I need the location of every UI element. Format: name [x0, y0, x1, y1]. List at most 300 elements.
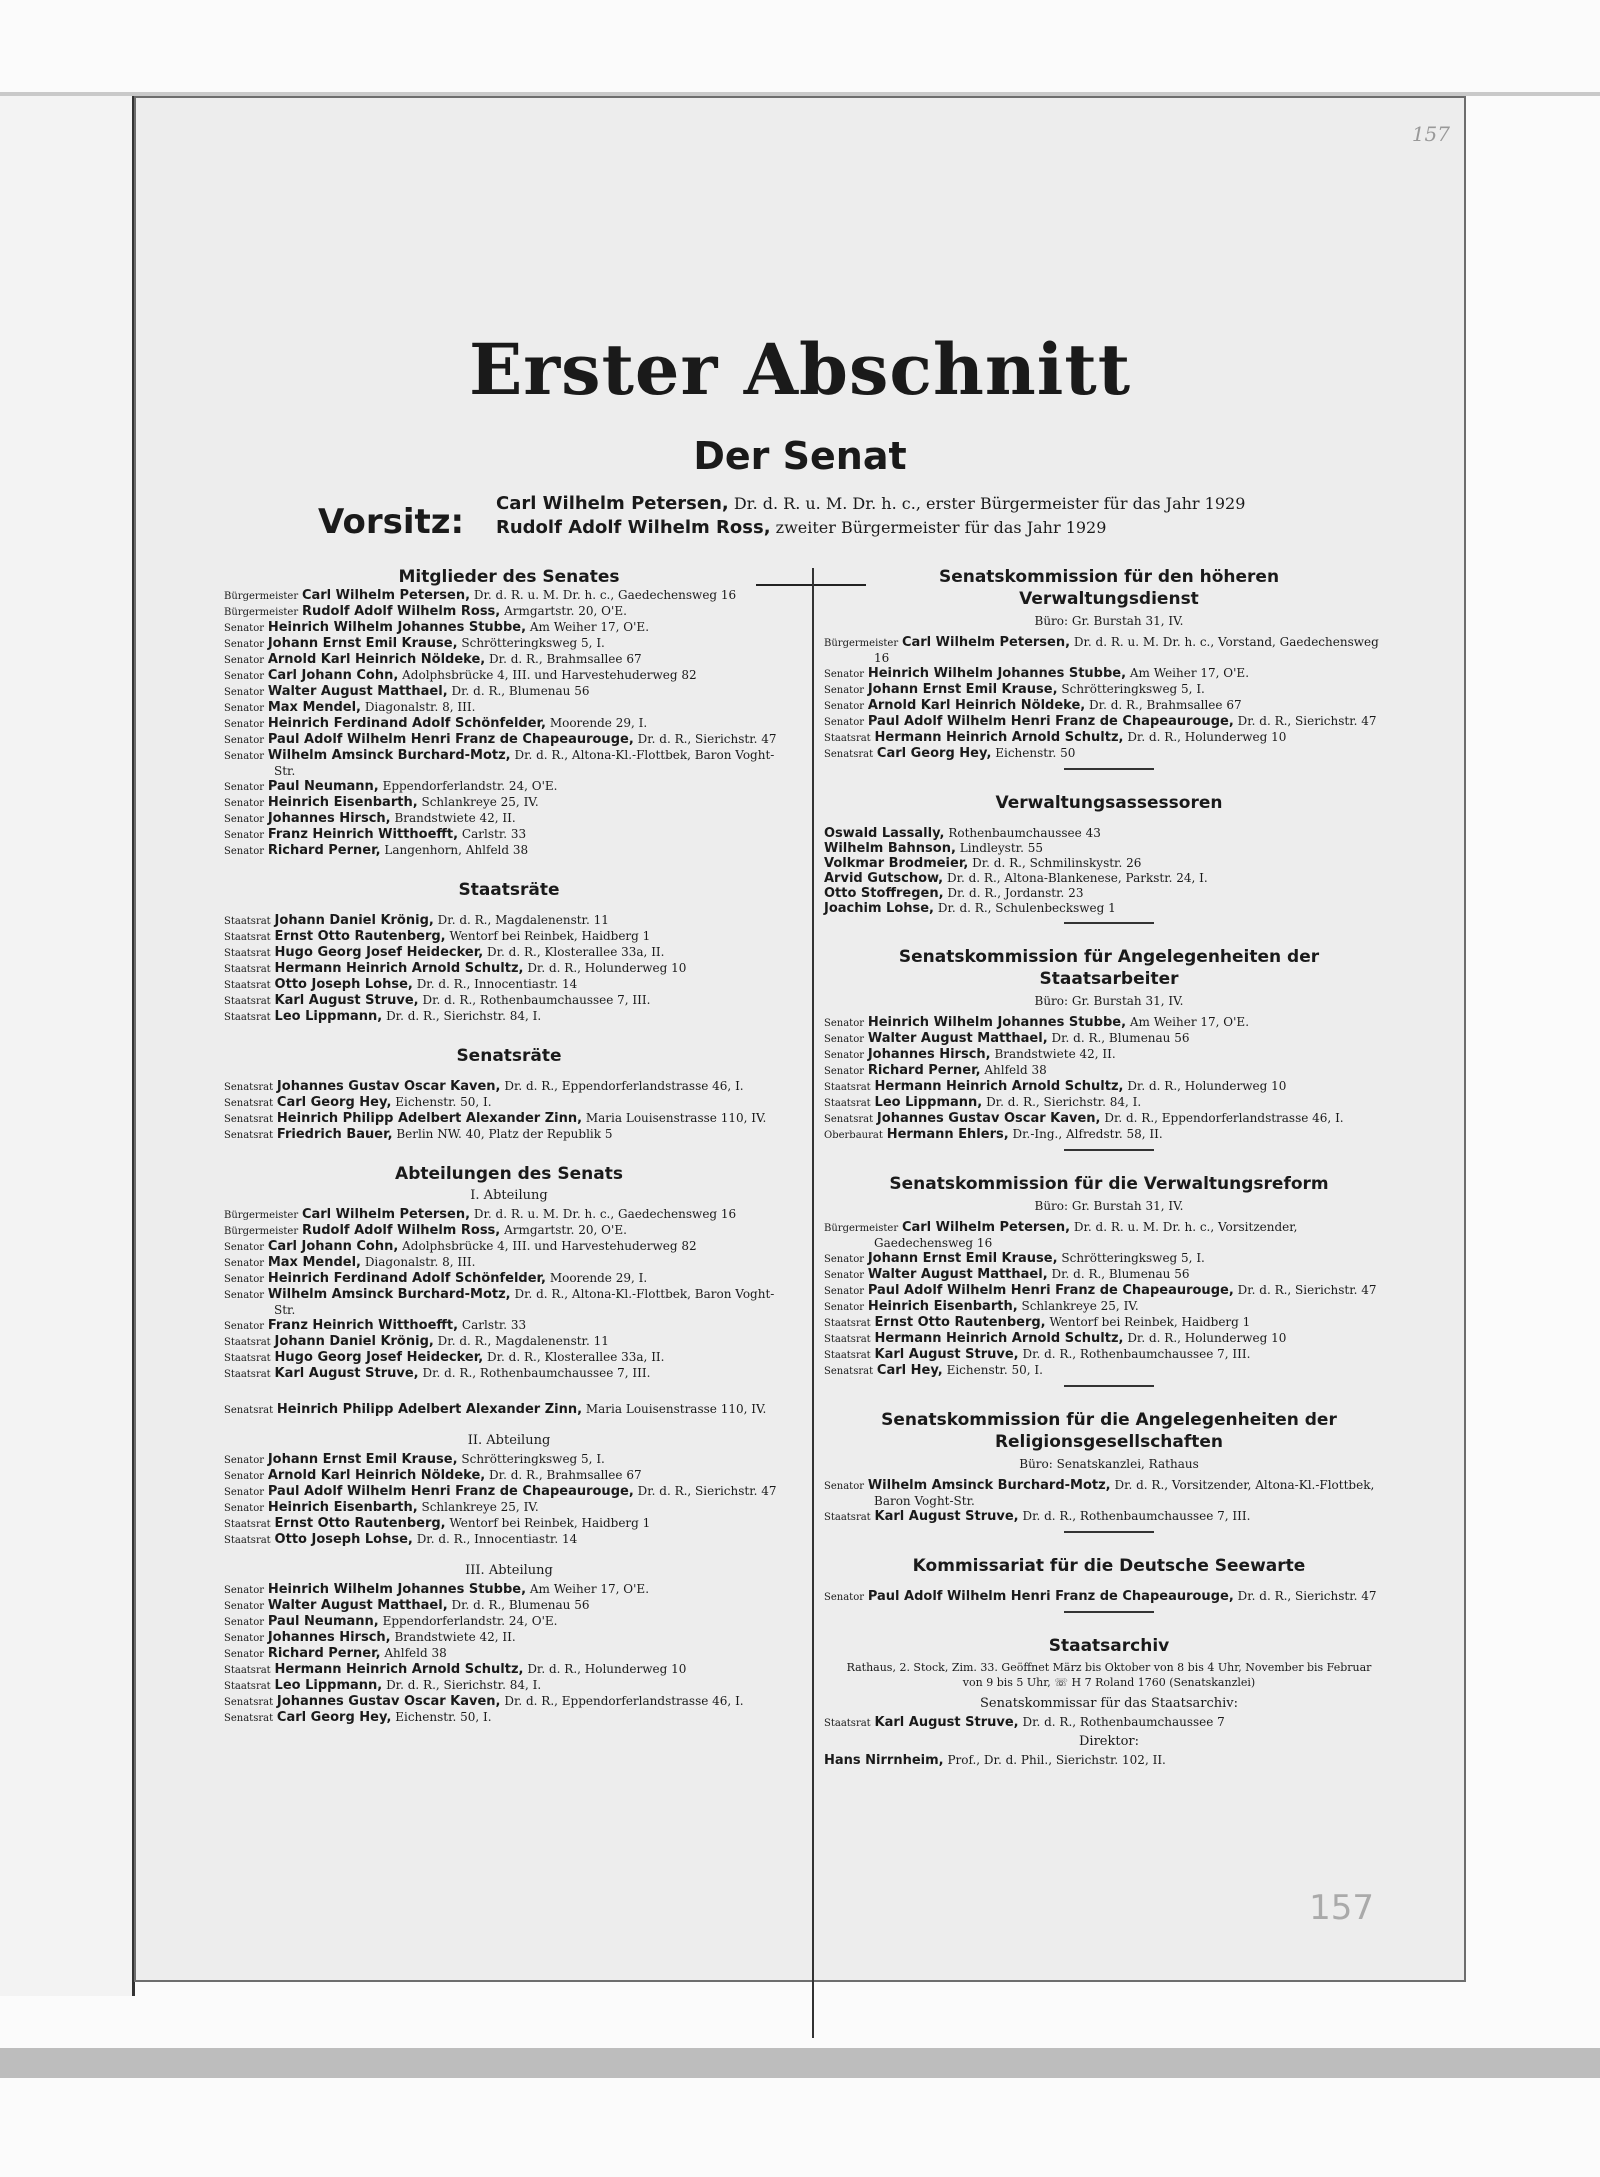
list-item	[224, 1287, 794, 1318]
entry-name: Richard Perner,	[267, 1646, 381, 1661]
entry-address: Armgartstr. 20, O'E.	[504, 604, 627, 618]
left-column	[224, 566, 794, 1726]
list-item	[224, 779, 794, 795]
list-item	[224, 1318, 794, 1334]
section-subtitle: Der Senat	[693, 434, 907, 478]
entry-title: Staatsrat	[224, 932, 271, 943]
entry-title: Senator	[224, 1601, 264, 1612]
entry-name: Johann Daniel Krönig,	[274, 913, 434, 928]
entry-address: Dr. d. R., Holunderweg 10	[527, 1662, 687, 1676]
entry-name: Paul Adolf Wilhelm Henri Franz de Chapeaurouge,	[267, 732, 634, 747]
entry-name: Carl Johann Cohn,	[267, 668, 399, 683]
religion-list	[824, 1478, 1394, 1525]
entry-name: Carl Georg Hey,	[276, 1710, 392, 1725]
entry-name: Karl August Struve,	[274, 1366, 419, 1381]
entry-address: Dr. d. R., Eppendorferlandstrasse 46, I.	[504, 1079, 744, 1093]
entry-name: Franz Heinrich Witthoefft,	[267, 1318, 459, 1333]
entry-title: Senator	[224, 1503, 264, 1514]
list-item	[824, 1079, 1394, 1095]
entry-name: Johannes Gustav Oscar Kaven,	[876, 1111, 1101, 1126]
entry-name: Max Mendel,	[267, 1255, 361, 1270]
entry-address: Schrötteringksweg 5, I.	[461, 636, 605, 650]
list-item	[224, 961, 794, 977]
entry-address: Dr. d. R. u. M. Dr. h. c., Vorstand, Gaedechensweg 16	[874, 635, 1379, 665]
entry-address: Schrötteringksweg 5, I.	[461, 1452, 605, 1466]
staatsarchiv-kommissar	[824, 1715, 1394, 1731]
list-item	[824, 1363, 1394, 1379]
heading-hoeherer-1: Senatskommission für den höheren	[938, 567, 1280, 587]
list-item	[224, 1532, 794, 1548]
list-item	[224, 1484, 794, 1500]
entry-title: Senatsrat	[224, 1405, 274, 1416]
entry-address: Dr. d. R., Brahmsallee 67	[1089, 698, 1242, 712]
list-item	[224, 843, 794, 859]
entry-address: Am Weiher 17, O'E.	[529, 620, 650, 634]
entry-address: Dr. d. R., Eppendorferlandstrasse 46, I.	[1104, 1111, 1344, 1125]
entry-name: Ernst Otto Rautenberg,	[874, 1315, 1046, 1330]
entry-name: Franz Heinrich Witthoefft,	[267, 827, 459, 842]
heading-hoeherer-2: Verwaltungsdienst	[1019, 589, 1199, 609]
list-item	[224, 827, 794, 843]
list-item	[224, 1678, 794, 1694]
list-item	[224, 913, 794, 929]
entry-name: Carl Georg Hey,	[276, 1095, 392, 1110]
entry-address: Am Weiher 17, O'E.	[529, 1582, 650, 1596]
entry-address: Dr. d. R., Altona-Blankenese, Parkstr. 24, I.	[946, 871, 1208, 885]
entry-title: Senatsrat	[224, 1713, 274, 1724]
entry-address: Dr. d. R., Rothenbaumchaussee 7	[1022, 1715, 1225, 1729]
entry-name: Heinrich Ferdinand Adolf Schönfelder,	[267, 716, 546, 731]
entry-name: Johann Ernst Emil Krause,	[867, 1251, 1058, 1266]
entry-name: Hermann Heinrich Arnold Schultz,	[874, 730, 1124, 745]
entry-name: Oswald Lassally,	[824, 826, 945, 841]
entry-title: Staatsrat	[824, 1350, 871, 1361]
entry-title: Bürgermeister	[224, 607, 299, 618]
entry-address: Dr. d. R., Sierichstr. 47	[1237, 1283, 1377, 1297]
entry-title: Staatsrat	[824, 1334, 871, 1345]
entry-name: Karl August Struve,	[874, 1509, 1019, 1524]
entry-address: Dr. d. R., Sierichstr. 84, I.	[986, 1095, 1142, 1109]
entry-address: Dr. d. R., Holunderweg 10	[1127, 1079, 1287, 1093]
entry-name: Paul Neumann,	[267, 779, 379, 794]
entry-title: Senator	[824, 1034, 864, 1045]
verwaltungsreform-list	[824, 1220, 1394, 1379]
buro-verwaltungsreform: Büro: Gr. Burstah 31, IV.	[1034, 1199, 1184, 1213]
entry-address: Prof., Dr. d. Phil., Sierichstr. 102, II.	[947, 1753, 1166, 1767]
list-item	[224, 588, 794, 604]
entry-address: Dr. d. R., Blumenau 56	[451, 684, 590, 698]
column-divider	[812, 568, 814, 2038]
list-item	[224, 700, 794, 716]
entry-title: Senator	[224, 814, 264, 825]
entry-address: Dr. d. R., Blumenau 56	[1051, 1031, 1190, 1045]
entry-name: Hans Nirrnheim,	[824, 1753, 944, 1768]
entry-title: Senator	[224, 1274, 264, 1285]
entry-address: Dr. d. R., Eppendorferlandstrasse 46, I.	[504, 1694, 744, 1708]
entry-title: Oberbaurat	[824, 1130, 883, 1141]
entry-address: Eichenstr. 50, I.	[395, 1710, 492, 1724]
entry-title: Senator	[224, 782, 264, 793]
entry-address: Dr. d. R., Sierichstr. 47	[1237, 1589, 1377, 1603]
entry-name: Heinrich Wilhelm Johannes Stubbe,	[867, 1015, 1127, 1030]
entry-name: Carl Hey,	[876, 1363, 943, 1378]
list-item	[824, 1347, 1394, 1363]
list-item	[824, 1251, 1394, 1267]
heading-staatsarbeiter-2: Staatsarbeiter	[1039, 969, 1179, 989]
entry-name: Johannes Hirsch,	[267, 1630, 391, 1645]
rule	[1064, 1531, 1154, 1533]
entry-title: Senator	[824, 1302, 864, 1313]
entry-address: Maria Louisenstrasse 110, IV.	[585, 1111, 767, 1125]
entry-title: Bürgermeister	[224, 1226, 299, 1237]
entry-title: Staatsrat	[824, 1318, 871, 1329]
list-item	[224, 993, 794, 1009]
list-item	[224, 684, 794, 700]
list-item	[824, 698, 1394, 714]
abt2-list	[224, 1452, 794, 1548]
entry-title: Senatsrat	[224, 1082, 274, 1093]
entry-name: Karl August Struve,	[274, 993, 419, 1008]
entry-title: Staatsrat	[224, 1012, 271, 1023]
entry-name: Otto Joseph Lohse,	[274, 977, 413, 992]
vorsitz-label: Vorsitz:	[318, 502, 465, 542]
entry-name: Rudolf Adolf Wilhelm Ross,	[301, 604, 501, 619]
list-item	[224, 945, 794, 961]
entry-title: Senator	[824, 1050, 864, 1061]
entry-name: Arvid Gutschow,	[824, 871, 944, 886]
vorsitz-line-1: Carl Wilhelm Petersen, Dr. d. R. u. M. Dr. h. c., erster Bürgermeister für das Jahr 1929	[496, 493, 1246, 514]
entry-address: Lindleystr. 55	[959, 841, 1043, 855]
entry-address: Dr. d. R., Klosterallee 33a, II.	[486, 1350, 665, 1364]
entry-title: Senatsrat	[224, 1114, 274, 1125]
entry-name: Otto Joseph Lohse,	[274, 1532, 413, 1547]
entry-address: Wentorf bei Reinbek, Haidberg 1	[449, 929, 651, 943]
entry-address: Carlstr. 33	[461, 827, 527, 841]
entry-address: Dr. d. R., Magdalenenstr. 11	[437, 1334, 609, 1348]
list-item	[824, 746, 1394, 762]
list-item	[824, 1015, 1394, 1031]
entry-name: Richard Perner,	[867, 1063, 981, 1078]
heading-abt3: III. Abteilung	[465, 1563, 553, 1578]
entry-address: Dr. d. R., Altona-Kl.-Flottbek, Baron Voght-Str.	[274, 748, 775, 778]
entry-title: Senator	[224, 1487, 264, 1498]
entry-name: Johann Daniel Krönig,	[274, 1334, 434, 1349]
rule	[1064, 1385, 1154, 1387]
heading-mitglieder: Mitglieder des Senates	[398, 567, 620, 587]
entry-name: Leo Lippmann,	[874, 1095, 983, 1110]
entry-name: Johann Ernst Emil Krause,	[267, 636, 458, 651]
entry-name: Johannes Gustav Oscar Kaven,	[276, 1079, 501, 1094]
list-item	[824, 856, 1394, 871]
entry-title: Senator	[824, 1481, 864, 1492]
entry-title: Staatsrat	[224, 1353, 271, 1364]
entry-address: Dr. d. R., Holunderweg 10	[1127, 730, 1287, 744]
entry-name: Leo Lippmann,	[274, 1009, 383, 1024]
entry-name: Hermann Heinrich Arnold Schultz,	[274, 1662, 524, 1677]
entry-address: Dr. d. R., Altona-Kl.-Flottbek, Baron Voght-Str.	[274, 1287, 775, 1317]
list-item	[224, 1255, 794, 1271]
entry-title: Bürgermeister	[824, 1223, 899, 1234]
entry-name: Paul Adolf Wilhelm Henri Franz de Chapeaurouge,	[267, 1484, 634, 1499]
entry-name: Paul Adolf Wilhelm Henri Franz de Chapeaurouge,	[867, 1283, 1234, 1298]
entry-address: Eichenstr. 50	[995, 746, 1076, 760]
entry-title: Bürgermeister	[224, 1210, 299, 1221]
list-item	[224, 1402, 794, 1418]
entry-name: Heinrich Wilhelm Johannes Stubbe,	[867, 666, 1127, 681]
seewarte-list	[824, 1589, 1394, 1605]
entry-title: Senator	[824, 717, 864, 728]
vorsitz-block	[318, 492, 1318, 572]
entry-address: Am Weiher 17, O'E.	[1129, 666, 1250, 680]
entry-address: Carlstr. 33	[461, 1318, 527, 1332]
list-item	[224, 1500, 794, 1516]
list-item	[224, 1207, 794, 1223]
entry-name: Ernst Otto Rautenberg,	[274, 929, 446, 944]
list-item	[224, 732, 794, 748]
entry-title: Senatsrat	[824, 749, 874, 760]
entry-address: Dr. d. R., Klosterallee 33a, II.	[486, 945, 665, 959]
senatsraete-list	[224, 1079, 794, 1143]
list-item	[224, 1598, 794, 1614]
entry-title: Senator	[224, 687, 264, 698]
list-item	[224, 1223, 794, 1239]
entry-title: Senator	[224, 846, 264, 857]
list-item	[824, 1478, 1394, 1509]
right-column	[824, 566, 1394, 1768]
page-number: 157	[1411, 122, 1450, 146]
entry-address: Wentorf bei Reinbek, Haidberg 1	[449, 1516, 651, 1530]
list-item	[824, 1283, 1394, 1299]
list-item	[824, 1715, 1394, 1731]
list-item	[224, 668, 794, 684]
entry-title: Senator	[824, 669, 864, 680]
entry-title: Senator	[224, 798, 264, 809]
entry-title: Staatsrat	[824, 1512, 871, 1523]
entry-name: Hermann Heinrich Arnold Schultz,	[274, 961, 524, 976]
list-item	[824, 714, 1394, 730]
entry-title: Senator	[824, 685, 864, 696]
entry-address: Schlankreye 25, IV.	[1021, 1299, 1139, 1313]
heading-abt1: I. Abteilung	[470, 1188, 548, 1203]
entry-name: Arnold Karl Heinrich Nöldeke,	[267, 652, 486, 667]
entry-address: Schlankreye 25, IV.	[421, 795, 539, 809]
entry-address: Dr. d. R., Brahmsallee 67	[489, 652, 642, 666]
entry-address: Dr. d. R., Holunderweg 10	[1127, 1331, 1287, 1345]
list-item	[824, 1111, 1394, 1127]
list-item	[824, 1509, 1394, 1525]
list-item	[824, 1299, 1394, 1315]
list-item	[224, 1516, 794, 1532]
entry-title: Staatsrat	[224, 948, 271, 959]
scan-edge-bottom	[0, 2048, 1600, 2078]
entry-name: Karl August Struve,	[874, 1715, 1019, 1730]
entry-title: Senator	[824, 1270, 864, 1281]
entry-address: Schrötteringksweg 5, I.	[1061, 1251, 1205, 1265]
entry-address: Dr. d. R., Blumenau 56	[451, 1598, 590, 1612]
entry-title: Senator	[224, 830, 264, 841]
entry-title: Senator	[224, 1290, 264, 1301]
staatsarchiv-info: Rathaus, 2. Stock, Zim. 33. Geöffnet März bis Oktober von 8 bis 4 Uhr, November bis Februar von 9 bis 5 Uhr, ☏ H 7 Roland 1760 (Senatskanzlei)	[846, 1661, 1372, 1689]
entry-name: Johann Ernst Emil Krause,	[267, 1452, 458, 1467]
entry-title: Senator	[824, 1018, 864, 1029]
heading-abteilungen: Abteilungen des Senats	[395, 1164, 623, 1184]
entry-name: Wilhelm Amsinck Burchard-Motz,	[267, 1287, 511, 1302]
list-item	[824, 1031, 1394, 1047]
list-item	[224, 1582, 794, 1598]
entry-title: Senator	[824, 1066, 864, 1077]
entry-address: Schlankreye 25, IV.	[421, 1500, 539, 1514]
entry-address: Dr. d. R., Jordanstr. 23	[947, 886, 1084, 900]
entry-name: Heinrich Philipp Adelbert Alexander Zinn,	[276, 1402, 583, 1417]
list-item	[824, 826, 1394, 841]
list-item	[824, 1315, 1394, 1331]
heading-assessoren: Verwaltungsassessoren	[995, 793, 1223, 813]
entry-title: Senator	[224, 623, 264, 634]
entry-title: Senator	[824, 1592, 864, 1603]
entry-title: Senatsrat	[224, 1098, 274, 1109]
rule	[1064, 1149, 1154, 1151]
entry-name: Hugo Georg Josef Heidecker,	[274, 1350, 484, 1365]
heading-religion-2: Religionsgesellschaften	[994, 1432, 1224, 1452]
list-item	[824, 1589, 1394, 1605]
entry-address: Dr. d. R., Rothenbaumchaussee 7, III.	[1022, 1509, 1251, 1523]
entry-title: Staatsrat	[224, 916, 271, 927]
entry-title: Senatsrat	[824, 1366, 874, 1377]
entry-name: Wilhelm Bahnson,	[824, 841, 956, 856]
list-item	[824, 730, 1394, 746]
entry-name: Walter August Matthael,	[867, 1031, 1048, 1046]
entry-name: Rudolf Adolf Wilhelm Ross,	[301, 1223, 501, 1238]
staatsarchiv-direktor-label: Direktor:	[1078, 1734, 1139, 1749]
entry-address: Moorende 29, I.	[549, 1271, 648, 1285]
heading-abt2: II. Abteilung	[467, 1433, 551, 1448]
entry-title: Senatsrat	[224, 1130, 274, 1141]
entry-title: Staatsrat	[824, 733, 871, 744]
entry-address: Moorende 29, I.	[549, 716, 648, 730]
entry-name: Johannes Hirsch,	[267, 811, 391, 826]
list-item	[824, 901, 1394, 916]
entry-title: Bürgermeister	[824, 638, 899, 649]
entry-name: Max Mendel,	[267, 700, 361, 715]
main-title: Erster Abschnitt	[468, 328, 1132, 411]
entry-address: Dr. d. R., Vorsitzender, Altona-Kl.-Flottbek, Baron Voght-Str.	[874, 1478, 1375, 1508]
entry-title: Senator	[224, 1617, 264, 1628]
entry-name: Arnold Karl Heinrich Nöldeke,	[267, 1468, 486, 1483]
entry-address: Dr. d. R. u. M. Dr. h. c., Gaedechensweg 16	[473, 1207, 737, 1221]
entry-name: Heinrich Eisenbarth,	[267, 795, 418, 810]
entry-name: Joachim Lohse,	[824, 901, 934, 916]
entry-address: Am Weiher 17, O'E.	[1129, 1015, 1250, 1029]
entry-address: Dr. d. R., Sierichstr. 47	[1237, 714, 1377, 728]
entry-title: Senator	[224, 671, 264, 682]
entry-name: Heinrich Ferdinand Adolf Schönfelder,	[267, 1271, 546, 1286]
entry-name: Karl August Struve,	[874, 1347, 1019, 1362]
entry-name: Paul Adolf Wilhelm Henri Franz de Chapeaurouge,	[867, 714, 1234, 729]
hoeherer-list	[824, 635, 1394, 762]
entry-address: Dr. d. R., Rothenbaumchaussee 7, III.	[1022, 1347, 1251, 1361]
abt1-list	[224, 1207, 794, 1382]
list-item	[824, 1127, 1394, 1143]
entry-name: Johannes Gustav Oscar Kaven,	[276, 1694, 501, 1709]
mitglieder-list	[224, 588, 794, 859]
list-item	[824, 1267, 1394, 1283]
entry-title: Staatsrat	[224, 996, 271, 1007]
list-item	[824, 886, 1394, 901]
entry-title: Staatsrat	[224, 1665, 271, 1676]
heading-seewarte: Kommissariat für die Deutsche Seewarte	[912, 1556, 1306, 1576]
heading-religion-1: Senatskommission für die Angelegenheiten der	[881, 1410, 1337, 1430]
list-item	[224, 1111, 794, 1127]
entry-name: Paul Neumann,	[267, 1614, 379, 1629]
list-item	[224, 1710, 794, 1726]
entry-title: Senator	[224, 1258, 264, 1269]
entry-title: Senator	[224, 703, 264, 714]
list-item	[224, 620, 794, 636]
list-item	[224, 1095, 794, 1111]
entry-name: Hermann Ehlers,	[886, 1127, 1009, 1142]
entry-name: Carl Wilhelm Petersen,	[301, 588, 471, 603]
list-item	[224, 1127, 794, 1143]
entry-name: Carl Wilhelm Petersen,	[901, 1220, 1071, 1235]
entry-title: Senatsrat	[824, 1114, 874, 1125]
heading-staatsraete: Staatsräte	[458, 880, 560, 900]
abt3-list	[224, 1582, 794, 1726]
abt1-extra	[224, 1402, 794, 1418]
entry-name: Carl Wilhelm Petersen,	[901, 635, 1071, 650]
entry-address: Eppendorferlandstr. 24, O'E.	[382, 779, 558, 793]
entry-name: Walter August Matthael,	[267, 1598, 448, 1613]
entry-address: Ahlfeld 38	[984, 1063, 1047, 1077]
entry-address: Rothenbaumchaussee 43	[948, 826, 1101, 840]
entry-address: Wentorf bei Reinbek, Haidberg 1	[1049, 1315, 1251, 1329]
entry-title: Senator	[224, 1321, 264, 1332]
list-item	[224, 1239, 794, 1255]
entry-name: Wilhelm Amsinck Burchard-Motz,	[267, 748, 511, 763]
heading-senatsraete: Senatsräte	[456, 1046, 562, 1066]
entry-address: Dr. d. R., Schulenbecksweg 1	[937, 901, 1116, 915]
list-item	[224, 1468, 794, 1484]
entry-address: Dr. d. R., Innocentiastr. 14	[416, 977, 578, 991]
entry-address: Maria Louisenstrasse 110, IV.	[585, 1402, 767, 1416]
entry-address: Dr. d. R., Holunderweg 10	[527, 961, 687, 975]
entry-title: Staatsrat	[224, 1681, 271, 1692]
entry-address: Diagonalstr. 8, III.	[364, 1255, 476, 1269]
entry-address: Dr. d. R., Sierichstr. 47	[637, 732, 777, 746]
entry-address: Dr. d. R., Sierichstr. 84, I.	[386, 1009, 542, 1023]
entry-address: Brandstwiete 42, II.	[394, 811, 516, 825]
entry-address: Armgartstr. 20, O'E.	[504, 1223, 627, 1237]
rule	[1064, 1611, 1154, 1613]
entry-address: Dr. d. R., Magdalenenstr. 11	[437, 913, 609, 927]
entry-name: Volkmar Brodmeier,	[824, 856, 969, 871]
entry-address: Eppendorferlandstr. 24, O'E.	[382, 1614, 558, 1628]
entry-title: Senator	[224, 1585, 264, 1596]
list-item	[824, 871, 1394, 886]
buro-hoeherer: Büro: Gr. Burstah 31, IV.	[1034, 614, 1184, 628]
entry-title: Senator	[224, 639, 264, 650]
list-item	[224, 1350, 794, 1366]
list-item	[224, 1366, 794, 1382]
entry-name: Leo Lippmann,	[274, 1678, 383, 1693]
entry-title: Senatsrat	[224, 1697, 274, 1708]
entry-address: Eichenstr. 50, I.	[946, 1363, 1043, 1377]
list-item	[224, 1614, 794, 1630]
vorsitz-line-2: Rudolf Adolf Wilhelm Ross, zweiter Bürgermeister für das Jahr 1929	[496, 517, 1107, 538]
entry-address: Brandstwiete 42, II.	[394, 1630, 516, 1644]
entry-name: Heinrich Wilhelm Johannes Stubbe,	[267, 620, 527, 635]
list-item	[224, 811, 794, 827]
list-item	[224, 1452, 794, 1468]
